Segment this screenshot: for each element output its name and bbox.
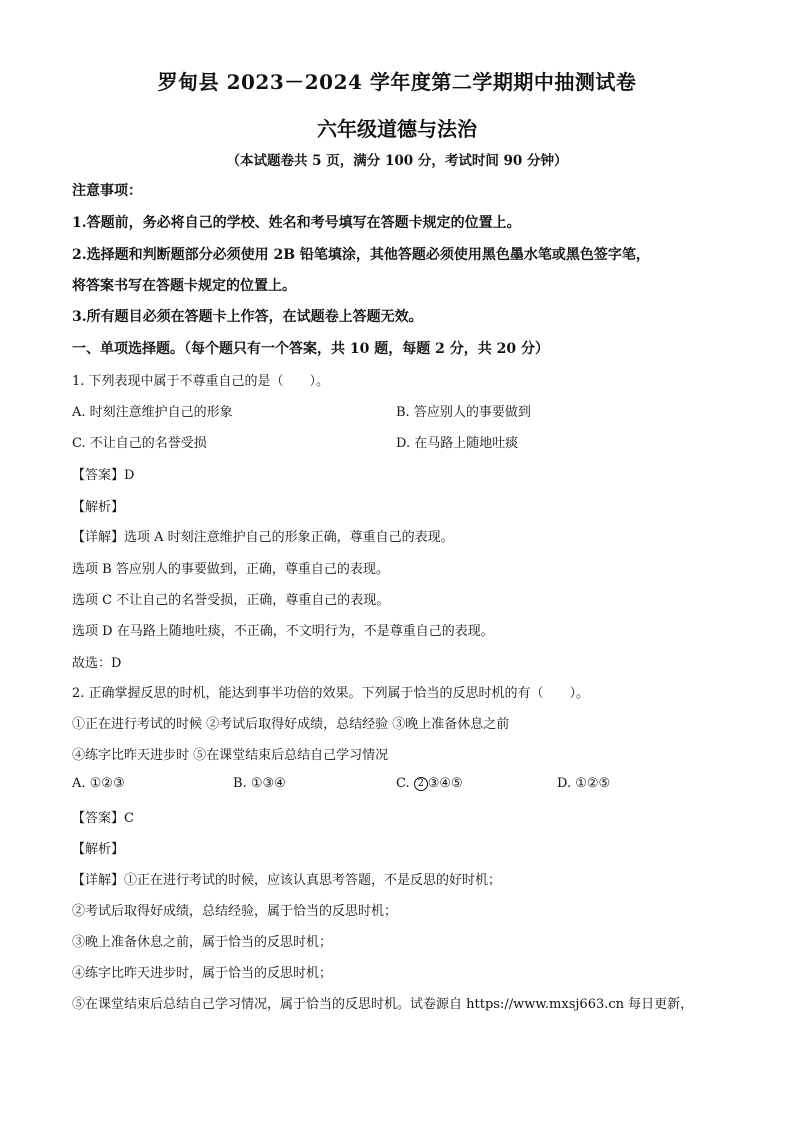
question-2-stem: 2. 正确掌握反思的时机，能达到事半功倍的效果。下列属于恰当的反思时机的有（ ）。 xyxy=(72,686,590,701)
subject-title: 六年级道德与法治 xyxy=(317,117,477,141)
q2-option-c-rest: ③④⑤ xyxy=(427,776,463,791)
q2-detail-line: ②考试后取得好成绩，总结经验，属于恰当的反思时机； xyxy=(72,904,398,919)
q2-detail-line: ④练字比昨天进步时，属于恰当的反思时机； xyxy=(72,966,333,981)
q2-option-c xyxy=(396,776,463,791)
q1-detail-line: 【详解】选项 A 时刻注意维护自己的形象正确，尊重自己的表现。 xyxy=(72,530,454,545)
notice-item-1: 1.答题前，务必将自己的学校、姓名和考号填写在答题卡规定的位置上。 xyxy=(72,215,521,231)
q1-answer: 【答案】D xyxy=(72,468,135,483)
notice-item-2: 2.选择题和判断题部分必须使用 2B 铅笔填涂，其他答题必须使用黑色墨水笔或黑色签字笔， xyxy=(72,247,650,263)
q2-option-c-prefix: C. xyxy=(396,776,414,791)
q2-detail-line: ③晚上准备休息之前，属于恰当的反思时机； xyxy=(72,935,333,950)
q2-option-d: D. ①②⑤ xyxy=(557,776,611,791)
section-heading: 一、单项选择题。（每个题只有一个答案，共 10 题，每题 2 分，共 20 分） xyxy=(72,341,549,357)
q2-items-line-2: ④练字比昨天进步时 ⑤在课堂结束后总结自己学习情况 xyxy=(72,748,389,763)
q2-answer: 【答案】C xyxy=(72,811,134,826)
notice-item-3: 3.所有题目必须在答题卡上作答，在试题卷上答题无效。 xyxy=(72,309,423,325)
question-1-stem: 1. 下列表现中属于不尊重自己的是（ ）。 xyxy=(72,374,330,389)
exam-info: （本试题卷共 5 页，满分 100 分，考试时间 90 分钟） xyxy=(226,153,568,169)
notice-item-2-cont: 将答案书写在答题卡规定的位置上。 xyxy=(72,278,296,294)
q1-detail-line: 选项 B 答应别人的事要做到，正确，尊重自己的表现。 xyxy=(72,562,389,577)
q2-option-b: B. ①③④ xyxy=(233,776,286,791)
notice-heading: 注意事项： xyxy=(72,183,142,199)
q1-analysis-label: 【解析】 xyxy=(72,500,125,515)
q1-option-a: A. 时刻注意维护自己的形象 xyxy=(72,405,233,420)
q2-items-line-1: ①正在进行考试的时候 ②考试后取得好成绩，总结经验 ③晚上准备休息之前 xyxy=(72,717,510,732)
q1-option-d: D. 在马路上随地吐痰 xyxy=(396,436,519,451)
q1-detail-line: 选项 D 在马路上随地吐痰，不正确，不文明行为，不是尊重自己的表现。 xyxy=(72,624,494,639)
exam-title: 罗甸县 2023－2024 学年度第二学期期中抽测试卷 xyxy=(157,70,637,94)
q2-detail-line: ⑤在课堂结束后总结自己学习情况，属于恰当的反思时机。试卷源自 https://www.mxsj663.cn 每日更新， xyxy=(72,997,694,1012)
q1-option-b: B. 答应别人的事要做到 xyxy=(396,405,531,420)
q2-analysis-label: 【解析】 xyxy=(72,842,125,857)
q1-detail-line: 故选：D xyxy=(72,656,122,671)
circled-number: 2 xyxy=(414,777,428,791)
q1-option-c: C. 不让自己的名誉受损 xyxy=(72,436,207,451)
q1-detail-line: 选项 C 不让自己的名誉受损，正确，尊重自己的表现。 xyxy=(72,593,390,608)
q2-option-a: A. ①②③ xyxy=(72,776,125,791)
q2-detail-line: 【详解】①正在进行考试的时候，应该认真思考答题，不是反思的好时机； xyxy=(72,873,502,888)
